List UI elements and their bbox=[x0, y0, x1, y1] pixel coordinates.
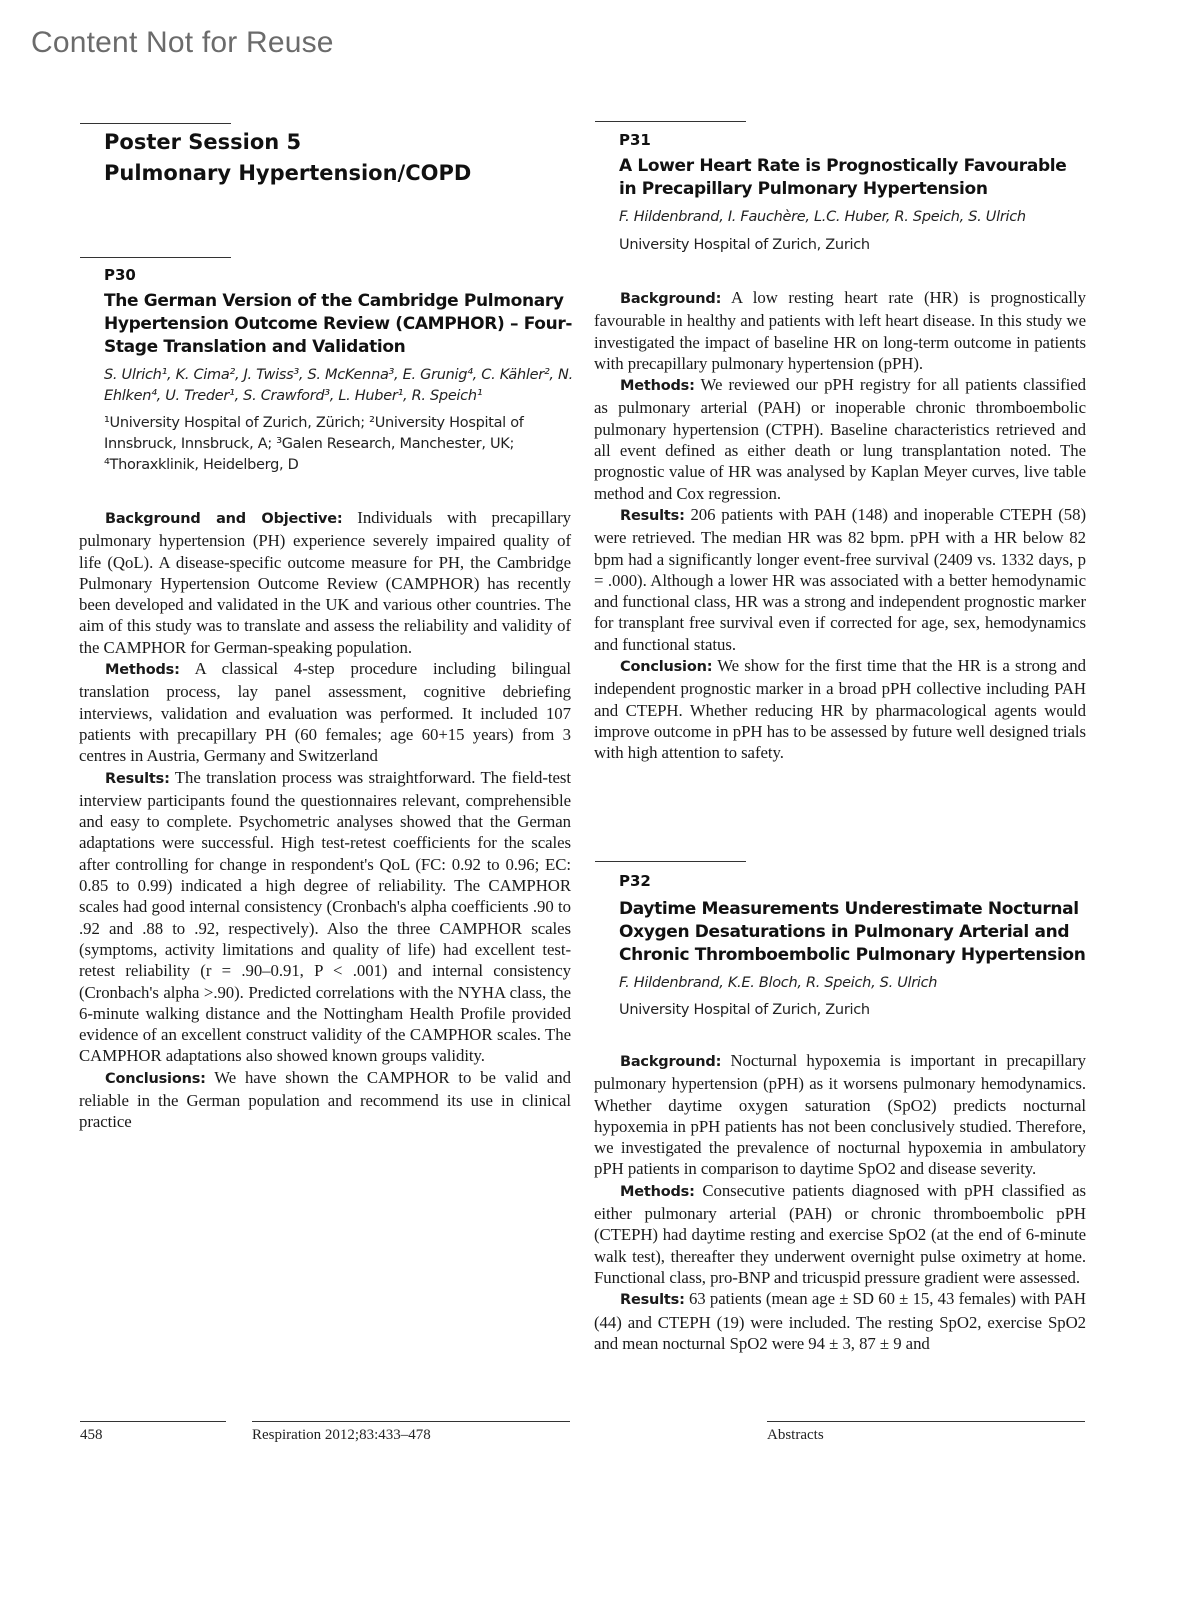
page-number: 458 bbox=[80, 1427, 103, 1443]
abstract-rule bbox=[595, 861, 746, 862]
footer-rule bbox=[80, 1421, 226, 1422]
paragraph-text: A classical 4-step procedure including bilingual translation process, lay panel assessment, cognitive debriefing interviews, validation and evaluation was performed. It included 107 patients with precapillary PH (60 females; age 60+15 years) from 3 centres in Austria, Germany and Switzerland bbox=[79, 659, 571, 766]
section-label: Abstracts bbox=[767, 1427, 824, 1443]
abstract-title: A Lower Heart Rate is Prognostically Favourable in Precapillary Pulmonary Hypertension bbox=[619, 156, 1067, 199]
paragraph-lead: Background: bbox=[620, 291, 722, 307]
abstract-title: Daytime Measurements Underestimate Nocturnal Oxygen Desaturations in Pulmonary Arterial and Chronic Thromboembolic Pulmonary Hypertension bbox=[619, 899, 1086, 965]
paragraph-lead: Methods: bbox=[620, 378, 695, 395]
paragraph-text: We show for the first time that the HR is a strong and independent prognostic marker in a broad pPH collective including PAH and CTEPH. Whether reducing HR by pharmacological agents would improve outcome in pPH has to be assessed by future well designed trials with high attention to safety. bbox=[594, 656, 1086, 763]
paragraph-lead: Conclusions: bbox=[105, 1070, 206, 1087]
watermark: Content Not for Reuse bbox=[31, 26, 334, 59]
abstract-id: P30 bbox=[104, 266, 136, 284]
abstract-paragraph bbox=[594, 1180, 1086, 1288]
abstract-affiliations: ¹University Hospital of Zurich, Zürich; ²University Hospital of Innsbruck, Innsbruck, A; ³Galen Research, Manchester, UK; ⁴Thoraxklinik, Heidelberg, D bbox=[104, 415, 524, 473]
paragraph-text: The translation process was straightforward. The field-test interview participants found the questionnaires relevant, comprehensible and easy to complete. Psychometric analyses showed that the German adaptations were successful. High test-retest coefficients for the scales after controlling for change in respondent's QoL (FC: 0.92 to 0.96; EC: 0.85 to 0.99) indicated a high degree of reliability. The CAMPHOR scales had good internal consistency (Cronbach's alpha coefficients .90 to .92 and .88 to .92, respectively). Also the three CAMPHOR scales (symptoms, activity limitations and quality of life) had excellent test-retest reliability (r = .90–0.91, P < .001) and internal consistency (Cronbach's alpha >.90). Predicted correlations with the NYHA class, the 6-minute walking distance and the Nottingham Health Profile provided evidence of an excellent construct validity of the CAMPHOR scales. The CAMPHOR adaptations also showed known groups validity. bbox=[79, 767, 571, 1066]
paragraph-text: 63 patients (mean age ± SD 60 ± 15, 43 females) with PAH (44) and CTEPH (19) were included. The resting SpO2, exercise SpO2 and mean nocturnal SpO2 were 94 ± 3, 87 ± 9 and bbox=[594, 1289, 1086, 1353]
abstract-id: P31 bbox=[619, 131, 651, 149]
paragraph-text: Consecutive patients diagnosed with pPH classified as either pulmonary arterial (PAH) or chronic thromboembolic pPH (CTEPH) had daytime resting and exercise SpO2 (at the end of 6-minute walk test), thereafter they underwent overnight pulse oximetry at home. Functional class, pro-BNP and tricuspid pressure gradient were assessed. bbox=[594, 1180, 1086, 1287]
paragraph-text: We reviewed our pPH registry for all patients classified as pulmonary arterial (PAH) or inoperable chronic thromboembolic pulmonary hypertension (CTPH). Baseline characteristics retrieved and all event defined as either death or lung transplantation noted. The prognostic value of HR was analysed by Kaplan Meyer curves, live table method and Cox regression. bbox=[594, 375, 1086, 503]
paragraph-text: Nocturnal hypoxemia is important in precapillary pulmonary hypertension (pPH) as it worsens pulmonary hemodynamics. Whether daytime oxygen saturation (SpO2) predicts nocturnal hypoxemia in pPH patients has not been conclusively studied. Therefore, we investigated the prevalence of nocturnal hypoxemia in ambulatory pPH patients in comparison to daytime SpO2 and disease severity. bbox=[594, 1051, 1086, 1179]
footer-rule bbox=[767, 1421, 1085, 1422]
paragraph-lead: Results: bbox=[105, 770, 170, 787]
abstract-rule bbox=[595, 121, 746, 122]
footer-rule bbox=[252, 1421, 570, 1422]
paragraph-lead: Conclusion: bbox=[620, 659, 713, 676]
abstract-paragraph bbox=[594, 655, 1086, 763]
abstract-p31-header bbox=[619, 131, 1089, 256]
paragraph-lead: Methods: bbox=[105, 662, 180, 679]
abstract-paragraph bbox=[79, 767, 571, 1067]
session-title-line2: Pulmonary Hypertension/COPD bbox=[104, 161, 472, 185]
paragraph-lead: Methods: bbox=[620, 1183, 695, 1200]
abstract-affiliations: University Hospital of Zurich, Zurich bbox=[619, 1002, 870, 1018]
session-heading bbox=[104, 127, 574, 189]
section-rule bbox=[80, 123, 231, 124]
paragraph-lead: Background: bbox=[620, 1054, 722, 1070]
paragraph-text: We have shown the CAMPHOR to be valid and reliable in the German population and recommend its use in clinical practice bbox=[79, 1067, 571, 1132]
session-title-line1: Poster Session 5 bbox=[104, 130, 302, 154]
abstract-paragraph bbox=[79, 1067, 571, 1133]
abstract-p32-body bbox=[594, 1050, 1086, 1354]
abstract-paragraph bbox=[594, 287, 1086, 374]
abstract-paragraph bbox=[79, 658, 571, 766]
abstract-authors: S. Ulrich¹, K. Cima², J. Twiss³, S. McKenna³, E. Grunig⁴, C. Kähler², N. Ehlken⁴, U. Treder¹, S. Crawford³, L. Huber¹, R. Speich¹ bbox=[104, 367, 573, 404]
abstract-id: P32 bbox=[619, 872, 651, 890]
paragraph-text: Individuals with precapillary pulmonary hypertension (PH) experience severely impaired quality of life (QoL). A disease-specific outcome measure for PH, the Cambridge Pulmonary Hypertension Outcome Review (CAMPHOR) has recently been developed and validated in the UK and various other countries. The aim of this study was to translate and assess the reliability and validity of the CAMPHOR for German-speaking population. bbox=[79, 508, 571, 657]
abstract-affiliations: University Hospital of Zurich, Zurich bbox=[619, 237, 870, 253]
abstract-authors: F. Hildenbrand, K.E. Bloch, R. Speich, S. Ulrich bbox=[619, 975, 938, 991]
abstract-paragraph bbox=[79, 507, 571, 658]
paragraph-lead: Results: bbox=[620, 507, 685, 524]
abstract-rule bbox=[80, 257, 231, 258]
paragraph-text: A low resting heart rate (HR) is prognostically favourable in healthy and patients with left heart disease. In this study we investigated the impact of baseline HR on long-term outcome in patients with precapillary pulmonary hypertension (pPH). bbox=[594, 288, 1086, 373]
paragraph-text: 206 patients with PAH (148) and inoperable CTEPH (58) were retrieved. The median HR was 82 bpm. pPH with a HR below 82 bpm had a significantly longer event-free survival (2409 vs. 1332 days, p = .000). Although a lower HR was associated with a better hemodynamic and functional class, HR was a strong and independent prognostic marker for transplant free survival even if corrected for age, sex, hemodynamics and functional status. bbox=[594, 504, 1086, 654]
paragraph-lead: Results: bbox=[620, 1292, 685, 1309]
abstract-p31-body bbox=[594, 287, 1086, 764]
abstract-paragraph bbox=[594, 374, 1086, 504]
paragraph-lead: Background and Objective: bbox=[105, 511, 343, 527]
abstract-title: The German Version of the Cambridge Pulmonary Hypertension Outcome Review (CAMPHOR) – Four-Stage Translation and Validation bbox=[104, 291, 573, 357]
journal-citation: Respiration 2012;83:433–478 bbox=[252, 1427, 431, 1443]
abstract-paragraph bbox=[594, 1050, 1086, 1180]
abstract-p32-header bbox=[619, 872, 1089, 1021]
abstract-paragraph bbox=[594, 504, 1086, 655]
abstract-paragraph bbox=[594, 1288, 1086, 1354]
abstract-p30-body bbox=[79, 507, 571, 1133]
abstract-authors: F. Hildenbrand, I. Fauchère, L.C. Huber, R. Speich, S. Ulrich bbox=[619, 209, 1026, 225]
abstract-p30-header bbox=[104, 266, 574, 476]
